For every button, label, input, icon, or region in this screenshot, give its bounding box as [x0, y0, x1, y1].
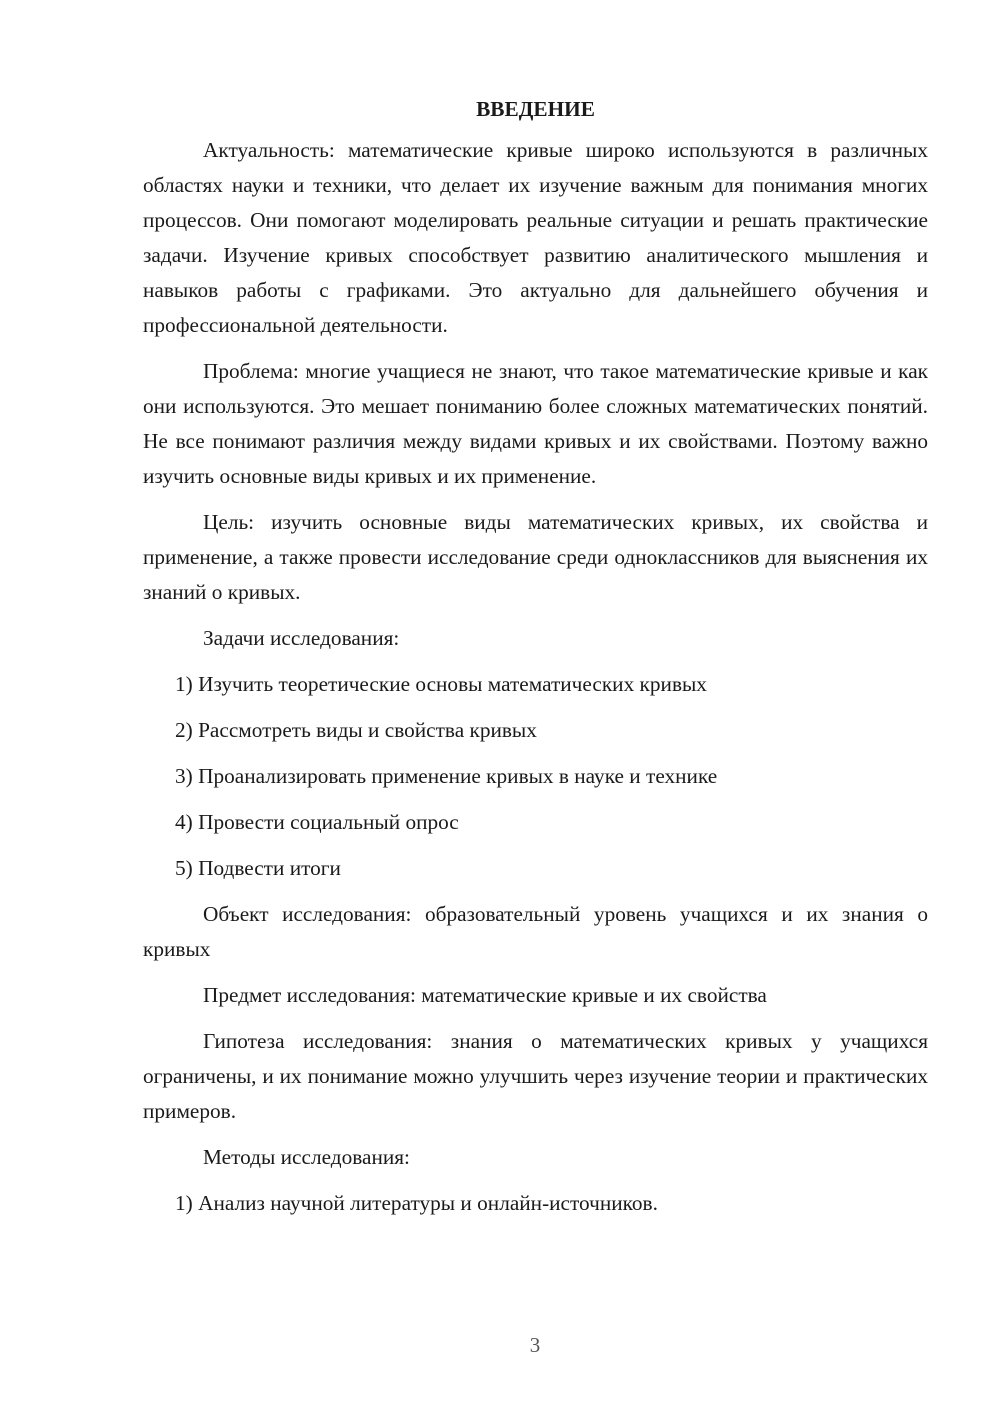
task-item-5: 5) Подвести итоги [175, 856, 341, 880]
problem-paragraph: Проблема: многие учащиеся не знают, что такое математические кривые и как они используются. Это мешает пониманию более сложных математических понятий. Не все понимают различия между видами кривых и их свойствами. Поэтому важно изучить основные виды кривых и их применение. [143, 359, 928, 488]
goal-paragraph: Цель: изучить основные виды математических кривых, их свойства и применение, а также провести исследование среди одноклассников для выяснения их знаний о кривых. [143, 510, 928, 604]
hypothesis-paragraph: Гипотеза исследования: знания о математических кривых у учащихся ограничены, и их понимание можно улучшить через изучение теории и практических примеров. [143, 1029, 928, 1123]
subject-paragraph: Предмет исследования: математические кривые и их свойства [203, 983, 767, 1007]
task-item-2: 2) Рассмотреть виды и свойства кривых [175, 718, 537, 742]
section-heading: ВВЕДЕНИЕ [476, 97, 595, 121]
task-item-4: 4) Провести социальный опрос [175, 810, 459, 834]
document-page [143, 92, 928, 1232]
relevance-paragraph: Актуальность: математические кривые широко используются в различных областях науки и техники, что делает их изучение важным для понимания многих процессов. Они помогают моделировать реальные ситуации и решать практические задачи. Изучение кривых способствует развитию аналитического мышления и навыков работы с графиками. Это актуально для дальнейшего обучения и профессиональной деятельности. [143, 138, 928, 337]
page-number: 3 [529, 1333, 541, 1357]
task-item-1: 1) Изучить теоретические основы математических кривых [175, 672, 707, 696]
task-item-3: 3) Проанализировать применение кривых в науке и технике [175, 764, 718, 788]
method-item-1: 1) Анализ научной литературы и онлайн-источников. [175, 1191, 658, 1215]
tasks-heading: Задачи исследования: [203, 626, 400, 650]
methods-heading: Методы исследования: [203, 1145, 410, 1169]
object-paragraph: Объект исследования: образовательный уровень учащихся и их знания о кривых [143, 902, 928, 961]
